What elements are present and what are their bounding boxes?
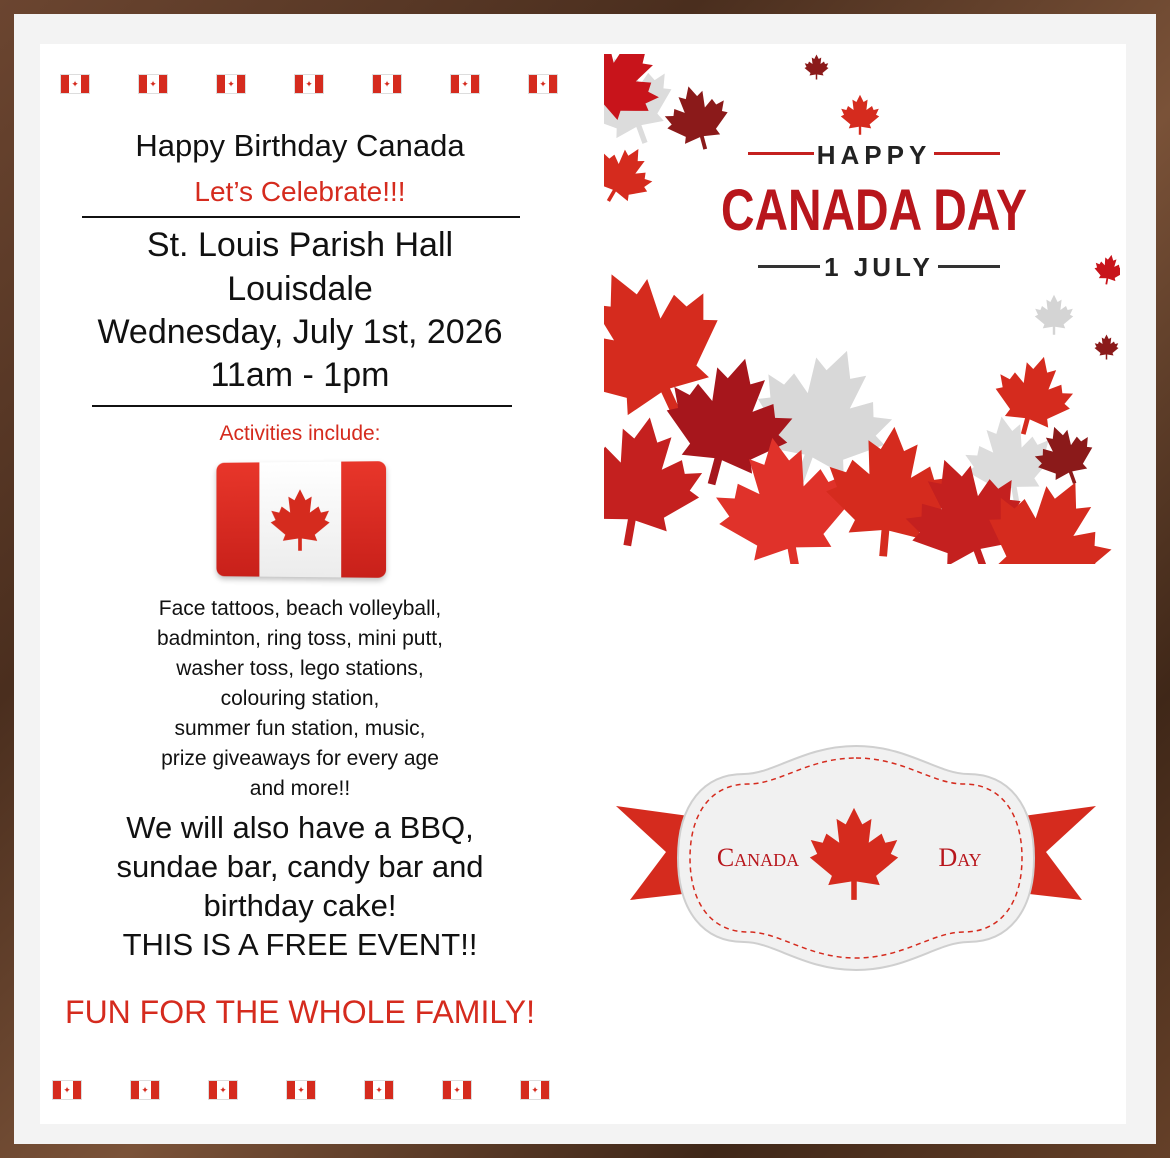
canada-flag-icon: ✦ (60, 74, 90, 94)
event-poster (40, 44, 1126, 1124)
canada-flag-icon: ✦ (372, 74, 402, 94)
canada-flag-icon: ✦ (52, 1080, 82, 1100)
divider-top (82, 216, 520, 218)
family-tagline: FUN FOR THE WHOLE FAMILY! (65, 994, 535, 1030)
food-line: We will also have a BBQ, (126, 810, 474, 845)
activity-line: washer toss, lego stations, (176, 657, 424, 680)
activity-line: Face tattoos, beach volleyball, (158, 597, 442, 620)
canada-flag-icon: ✦ (138, 74, 168, 94)
july-date-text: 1 JULY (824, 252, 934, 282)
canada-day-badge (608, 734, 1104, 984)
activities-list (40, 594, 560, 804)
activity-line: prize giveaways for every age (161, 747, 439, 770)
canada-flag-icon: ✦ (130, 1080, 160, 1100)
food-line: birthday cake! (203, 888, 397, 923)
bottom-flag-row (52, 1080, 550, 1100)
celebrate-tagline: Let’s Celebrate!!! (194, 176, 406, 207)
canada-flag-icon: ✦ (364, 1080, 394, 1100)
canada-flag-icon: ✦ (528, 74, 558, 94)
heading: Happy Birthday Canada (135, 128, 465, 163)
badge-day-text: Day (938, 843, 982, 872)
venue-name: St. Louis Parish Hall (146, 226, 454, 264)
food-line: sundae bar, candy bar and (116, 849, 484, 884)
happy-text: HAPPY (816, 140, 932, 170)
activity-line: colouring station, (220, 687, 380, 710)
canada-flag-icon: ✦ (294, 74, 324, 94)
canada-flag-icon: ✦ (216, 74, 246, 94)
activity-line: summer fun station, music, (174, 717, 426, 740)
canada-flag-icon: ✦ (520, 1080, 550, 1100)
canada-flag-icon: ✦ (442, 1080, 472, 1100)
event-details-column (40, 44, 600, 1124)
maple-leaf-icon (269, 487, 331, 551)
activity-line: and more!! (249, 777, 351, 800)
free-event-notice: THIS IS A FREE EVENT!! (122, 927, 478, 962)
food-info (40, 808, 560, 964)
badge-canada-text: Canada (716, 843, 800, 872)
canada-day-graphic (604, 54, 1120, 564)
venue-town: Louisdale (227, 270, 373, 308)
canada-flag-icon (216, 461, 386, 578)
top-flag-row (60, 74, 558, 94)
maple-leaf-border (604, 54, 1120, 564)
canada-day-text: CANADA DAY (721, 178, 1027, 243)
event-date: Wednesday, July 1st, 2026 (97, 313, 503, 351)
divider-bottom (92, 405, 512, 407)
canada-flag-icon: ✦ (286, 1080, 316, 1100)
canada-flag-icon: ✦ (450, 74, 480, 94)
activities-heading: Activities include: (219, 422, 381, 445)
activity-line: badminton, ring toss, mini putt, (157, 627, 443, 650)
event-time: 11am - 1pm (210, 356, 390, 394)
canada-flag-icon: ✦ (208, 1080, 238, 1100)
